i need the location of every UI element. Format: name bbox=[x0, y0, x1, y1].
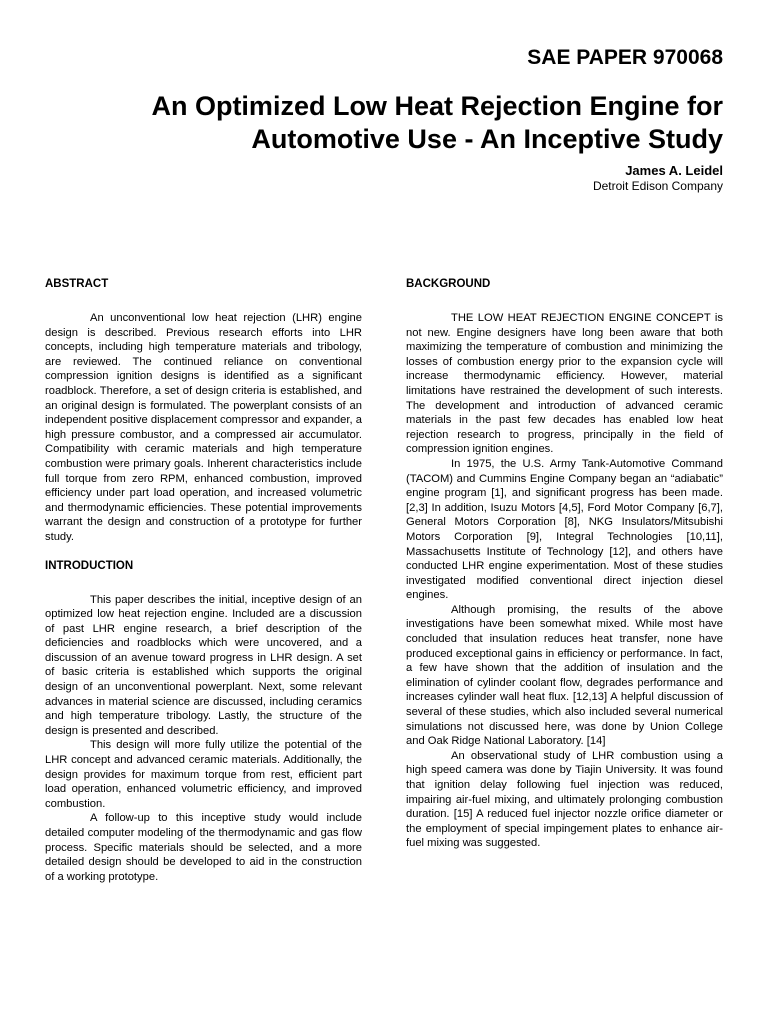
background-heading: BACKGROUND bbox=[406, 278, 491, 290]
introduction-paragraph: A follow-up to this inceptive study would include detailed computer modeling of the thermodynamic and gas flow process. Specific materials should be selected, and a more detailed design should be developed to aid in the construction of a working prototype. bbox=[45, 812, 362, 883]
background-paragraph: Although promising, the results of the above investigations have been somewhat mixed. While most have concluded that insulation reduces heat transfer, none have produced exceptional gains in efficiency or performance. In fact, a few have shown that the addition of insulation and the elimination of cylinder coolant flow, degrades performance and increases cylinder wall heat flux. [12,13] A helpful discussion of several of these studies, which also included several numerical simulations not discussed here, was done by Union College and Oak Ridge National Laboratory. [14] bbox=[406, 603, 723, 748]
left-column bbox=[45, 277, 362, 884]
author-name: James A. Leidel bbox=[625, 163, 723, 178]
right-column bbox=[406, 277, 723, 851]
background-paragraph: THE LOW HEAT REJECTION ENGINE CONCEPT is not new. Engine designers have long been aware that both maximizing the temperature of combustion and minimizing the losses of combustion energy prior to the expansion cycle will increase thermodynamic efficiency. However, material limitations have restrained the development of such interests. The development and introduction of advanced ceramic materials in the past few decades has enabled low heat rejection research to progress, principally in the field of compression ignition engines. bbox=[406, 312, 723, 456]
title-line-2: Automotive Use - An Inceptive Study bbox=[251, 124, 723, 154]
author-affiliation: Detroit Edison Company bbox=[592, 179, 723, 193]
abstract-paragraph: An unconventional low heat rejection (LHR) engine design is described. Previous research efforts into LHR concepts, including high temperature materials and tribology, are reviewed. The continued reliance on conventional compression ignition designs is identified as a significant roadblock. Therefore, a set of design criteria is established, and an original design is formulated. The powerplant consists of an independent positive displacement compressor and expander, a high pressure combustor, and a compressed air accumulator. Compatibility with ceramic materials and high temperature combustion were primary goals. Inherent characteristics include full torque from zero RPM, enhanced combustion, improved efficiency under part load operation, and increased volumetric and thermodynamic efficiencies. These potential improvements warrant the design and construction of a prototype for further study. bbox=[45, 312, 362, 543]
paper-number: SAE PAPER 970068 bbox=[527, 46, 723, 69]
introduction-heading: INTRODUCTION bbox=[45, 559, 134, 572]
title-line-1: An Optimized Low Heat Rejection Engine for bbox=[151, 91, 723, 121]
introduction-paragraph: This paper describes the initial, inceptive design of an optimized low heat rejection engine. Included are a discussion of past LHR engine research, a brief description of the deficiencies and roadblocks which were uncovered, and a discussion of an avenue toward progress in LHR design. A set of basic criteria is established which supports the original design of an unconventional powerplant. Next, some relevant advances in material science are discussed, including ceramics and high temperature tribology. Lastly, the structure of the design is presented and described. bbox=[45, 593, 362, 737]
abstract-heading: ABSTRACT bbox=[45, 278, 109, 290]
background-paragraph: An observational study of LHR combustion using a high speed camera was done by Tiajin University. It was found that ignition delay following fuel injection was reduced, impairing air-fuel mixing, and ultimately prolonging combustion duration. [15] A reduced fuel injector nozzle orifice diameter or the employment of special impingement plates to enhance air-fuel mixing was suggested. bbox=[406, 749, 723, 850]
paper-header bbox=[43, 44, 723, 194]
paper-title bbox=[43, 90, 723, 156]
introduction-paragraph: This design will more fully utilize the potential of the LHR concept and advanced ceramic materials. Additionally, the design provides for maximum torque from rest, efficient part load operation, enhanced volumetric efficiency, and improved combustion. bbox=[45, 739, 362, 810]
background-paragraph: In 1975, the U.S. Army Tank-Automotive Command (TACOM) and Cummins Engine Company began an “adiabatic” engine program [1], and significant progress has been made. [2,3] In addition, Isuzu Motors [4,5], Ford Motor Company [6,7], General Motors Corporation [8], NKG Insulators/Mitsubishi Motors Corporation [9], Integral Technologies [10,11], Massachusetts Institute of Technology [12], and others have conducted LHR engine experimentation. Most of these studies investigated modified conventional direct injection diesel engines. bbox=[406, 457, 723, 602]
